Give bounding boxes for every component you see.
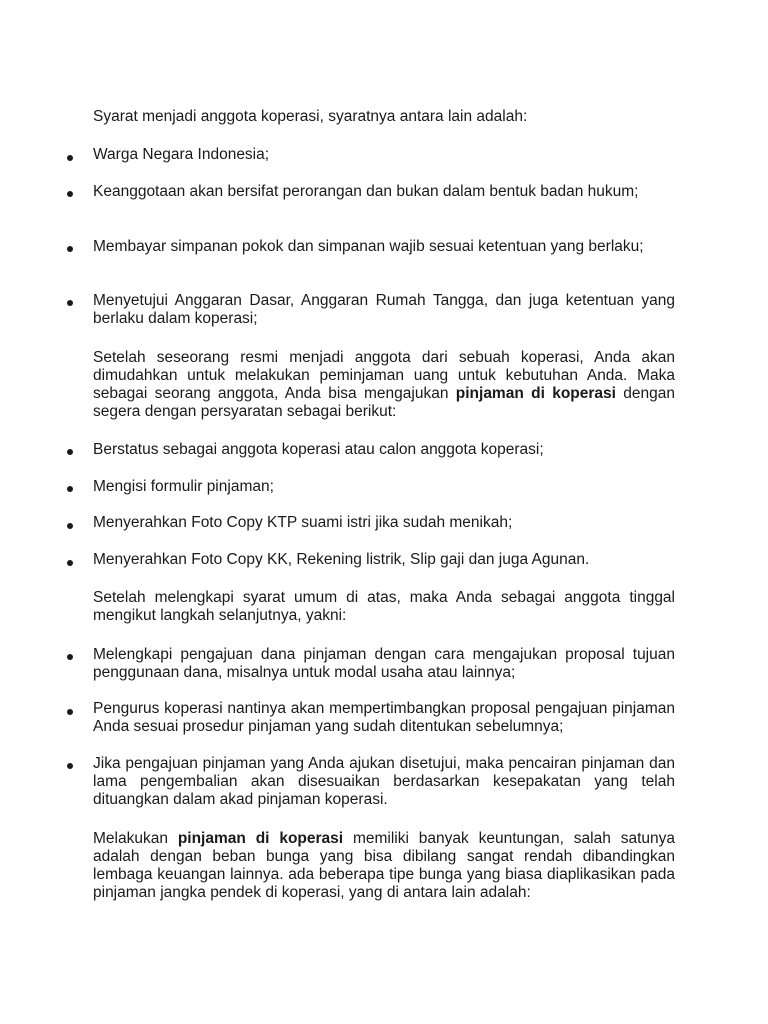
- bullet-icon: [67, 523, 73, 529]
- list-item: Warga Negara Indonesia;: [93, 146, 270, 163]
- bullet-icon: [67, 191, 73, 197]
- list-item: Membayar simpanan pokok dan simpanan wajib sesuai ketentuan yang berlaku;: [93, 238, 644, 255]
- list-item: Menyerahkan Foto Copy KTP suami istri jika sudah menikah;: [93, 514, 513, 531]
- loan-paragraph: [93, 349, 675, 421]
- bullet-icon: [67, 300, 73, 306]
- list-item: Keanggotaan akan bersifat perorangan dan bukan dalam bentuk badan hukum;: [93, 183, 639, 200]
- bullet-icon: [67, 246, 73, 252]
- list-item: Jika pengajuan pinjaman yang Anda ajukan disetujui, maka pencairan pinjaman dan lama pengembalian akan disesuaikan berdasarkan kesepakatan yang telah dituangkan dalam akad pinjaman koperasi.: [93, 755, 675, 808]
- steps-paragraph: Setelah melengkapi syarat umum di atas, maka Anda sebagai anggota tinggal mengikut langkah selanjutnya, yakni:: [93, 589, 675, 624]
- paragraph-text: Setelah seseorang resmi menjadi anggota dari sebuah koperasi, Anda akan dimudahkan untuk melakukan peminjaman uang untuk kebutuhan Anda. Maka sebagai seorang anggota, Anda bisa mengajukan: [93, 349, 675, 402]
- bullet-icon: [67, 486, 73, 492]
- list-item: Menyetujui Anggaran Dasar, Anggaran Rumah Tangga, dan juga ketentuan yang berlaku dalam koperasi;: [93, 292, 675, 327]
- bullet-icon: [67, 155, 73, 161]
- list-item: Berstatus sebagai anggota koperasi atau calon anggota koperasi;: [93, 441, 544, 458]
- bullet-icon: [67, 560, 73, 566]
- bullet-icon: [67, 709, 73, 715]
- list-item: Mengisi formulir pinjaman;: [93, 478, 274, 495]
- bullet-icon: [67, 449, 73, 455]
- list-item: Menyerahkan Foto Copy KK, Rekening listrik, Slip gaji dan juga Agunan.: [93, 551, 590, 568]
- bullet-icon: [67, 763, 73, 769]
- intro-paragraph: Syarat menjadi anggota koperasi, syaratnya antara lain adalah:: [93, 108, 528, 125]
- bullet-icon: [67, 654, 73, 660]
- list-item: Pengurus koperasi nantinya akan mempertimbangkan proposal pengajuan pinjaman Anda sesuai prosedur pinjaman yang sudah ditentukan sebelumnya;: [93, 700, 675, 735]
- interest-paragraph: [93, 830, 675, 902]
- bold-term: pinjaman di koperasi: [455, 385, 616, 402]
- list-item: Melengkapi pengajuan dana pinjaman dengan cara mengajukan proposal tujuan penggunaan dana, misalnya untuk modal usaha atau lainnya;: [93, 646, 675, 681]
- bold-term: pinjaman di koperasi: [177, 830, 344, 847]
- paragraph-text: Melakukan: [93, 830, 178, 847]
- paragraph-text: dengan segera dengan persyaratan sebagai berikut:: [93, 385, 676, 420]
- paragraph-text: memiliki banyak keuntungan, salah satunya adalah dengan beban bunga yang bisa dibilang sangat rendah dibandingkan lembaga keuangan lainnya. ada beberapa tipe bunga yang biasa diaplikasikan pada pinjaman jangka pendek di koperasi, yang di antara lain adalah:: [93, 830, 675, 901]
